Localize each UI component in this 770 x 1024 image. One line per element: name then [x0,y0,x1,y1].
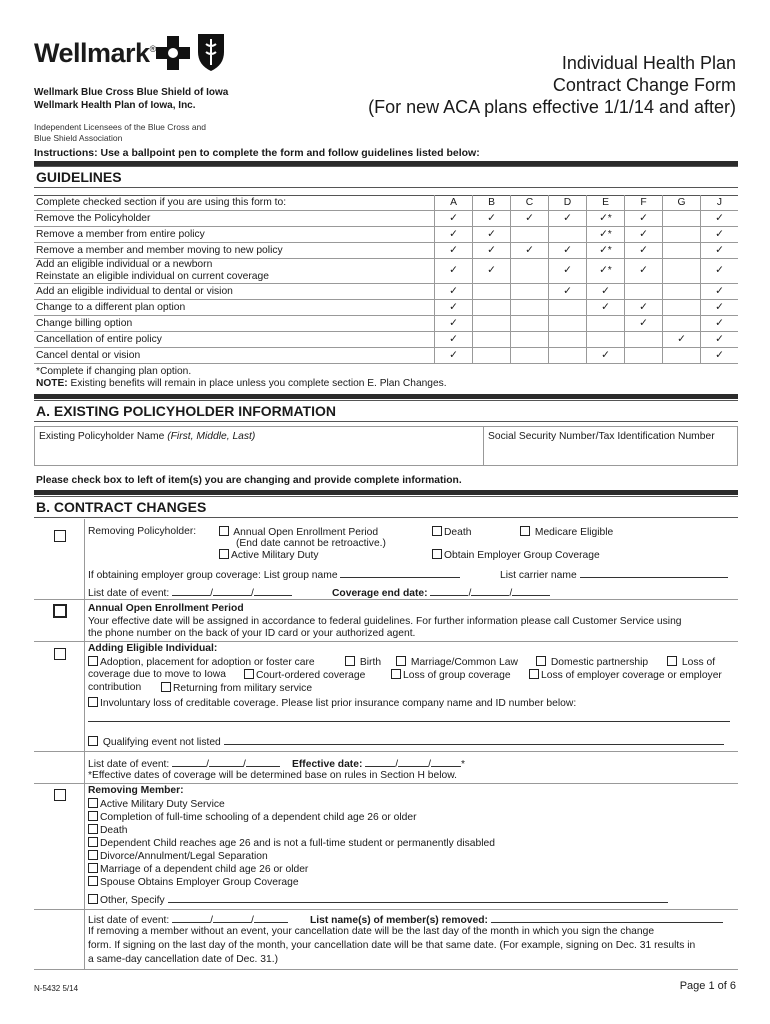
option-active-military[interactable]: Active Military Duty [219,549,319,563]
checkbox[interactable] [391,669,401,679]
check-mark [625,332,663,348]
aoe-text: Your effective date will be assigned in accordance to federal guidelines. For further information please call Customer Service using [88,616,682,627]
guideline-row [34,243,738,259]
check-mark: ✓ [549,211,587,227]
checkbox[interactable] [345,656,355,666]
adding-heading: Adding Eligible Individual: [88,643,218,654]
check-mark: ✓* [587,211,625,227]
check-mark [549,348,587,364]
check-mark: ✓ [473,211,511,227]
check-mark [473,348,511,364]
col-header: E [587,195,625,211]
removing-member-checkbox[interactable] [54,789,66,801]
check-mark: ✓ [511,243,549,259]
checkbox[interactable] [88,798,98,808]
check-mark [663,211,701,227]
check-mark [473,316,511,332]
guideline-row [34,211,738,227]
check-mark: ✓ [701,316,739,332]
col-header: A [435,195,473,211]
section-bar [34,490,738,495]
check-mark [663,259,701,284]
section-bar [34,394,738,399]
checkbox[interactable] [529,669,539,679]
check-mark: ✓ [701,348,739,364]
check-mark [511,348,549,364]
rm-option[interactable]: Divorce/Annulment/Legal Separation [88,850,268,864]
aoe-text: the phone number on the back of your ID card or your authorized agent. [88,628,416,639]
col-header: J [701,195,739,211]
check-mark: ✓ [435,348,473,364]
loss-move-cont: coverage due to move to Iowa [88,669,226,680]
licensee-note: Independent Licensees of the Blue Cross and Blue Shield Association [34,122,207,143]
check-mark [473,300,511,316]
checkbox[interactable] [88,824,98,834]
check-mark: ✓ [701,332,739,348]
option-medicare[interactable]: Medicare Eligible [520,526,613,540]
check-mark: ✓ [473,259,511,284]
check-mark [663,300,701,316]
check-mark: ✓ [435,259,473,284]
event-date-field[interactable]: List date of event: / / [88,912,288,928]
removing-member-heading: Removing Member: [88,785,184,796]
check-mark: ✓* [587,227,625,243]
checkbox[interactable] [88,876,98,886]
row-divider [34,783,738,784]
guideline-label: Cancellation of entire policy [34,332,435,348]
ssn-field[interactable]: Social Security Number/Tax Identification Number [483,427,739,465]
rm-option[interactable]: Spouse Obtains Employer Group Coverage [88,876,299,890]
guidelines-note: NOTE: Existing benefits will remain in place unless you complete section E. Plan Changes. [36,378,447,389]
checkbox[interactable] [88,837,98,847]
check-mark [625,348,663,364]
option-domestic-partnership[interactable]: Domestic partnership [536,656,648,670]
checkbox[interactable] [244,669,254,679]
option-returning-military[interactable]: Returning from military service [161,682,312,696]
removing-policyholder-checkbox[interactable] [54,530,66,542]
check-mark [549,332,587,348]
check-mark [663,316,701,332]
check-mark [587,332,625,348]
adding-eligible-checkbox[interactable] [54,648,66,660]
col-header: F [625,195,663,211]
col-header: C [511,195,549,211]
check-mark [663,348,701,364]
check-mark: ✓ [663,332,701,348]
checkbox[interactable] [432,549,442,559]
checkbox[interactable] [219,526,229,536]
check-mark [511,284,549,300]
guideline-row [34,259,738,284]
checkbox[interactable] [88,697,98,707]
guideline-row [34,300,738,316]
section-a-heading: A. EXISTING POLICYHOLDER INFORMATION [34,400,738,422]
members-removed-field[interactable]: List name(s) of member(s) removed: [310,912,723,928]
option-adoption[interactable]: Adoption, placement for adoption or foster care [88,656,315,670]
rm-option[interactable]: Dependent Child reaches age 26 and is not a full-time student or permanently disabled [88,837,495,851]
row-divider [34,599,738,600]
check-mark [473,332,511,348]
check-mark: ✓ [701,227,739,243]
check-mark [511,332,549,348]
check-mark: ✓ [701,259,739,284]
guideline-label: Add an eligible individual or a newborn Reinstate an eligible individual on current coverage [34,259,435,284]
check-mark: ✓* [587,243,625,259]
check-mark: ✓ [625,300,663,316]
coverage-end-field[interactable]: Coverage end date: / / [332,585,550,601]
check-mark: ✓ [435,227,473,243]
check-mark: ✓ [625,316,663,332]
effective-date-field[interactable]: Effective date: / / * [292,756,465,772]
policyholder-fields [34,426,738,466]
check-mark: ✓ [625,243,663,259]
guideline-label: Remove the Policyholder [34,211,435,227]
rm-option[interactable]: Active Military Duty Service [88,798,225,812]
rm-text: a same-day cancellation date of Dec. 31.) [88,954,279,965]
option-obtain-employer[interactable]: Obtain Employer Group Coverage [432,549,600,563]
checkbox[interactable] [88,656,98,666]
instructions: Instructions: Use a ballpoint pen to complete the form and follow guidelines listed below: [34,147,480,159]
rm-text: If removing a member without an event, your cancellation date will be the last day of the month in which you sign the change [88,926,655,937]
check-mark: ✓ [587,284,625,300]
guidelines-footnote: *Complete if changing plan option. [36,366,192,377]
guideline-label: Cancel dental or vision [34,348,435,364]
check-mark: ✓ [435,316,473,332]
check-mark: ✓ [701,211,739,227]
guideline-label: Remove a member from entire policy [34,227,435,243]
check-mark: ✓ [549,243,587,259]
event-date-field[interactable]: List date of event: / / [88,756,280,772]
check-mark [511,316,549,332]
option-loss-employer[interactable]: Loss of employer coverage or employer [529,669,722,683]
check-mark [587,316,625,332]
check-mark: ✓ [549,259,587,284]
guideline-label: Change billing option [34,316,435,332]
wellmark-logo: Wellmark® [34,38,156,68]
guideline-label: Remove a member and member moving to new policy [34,243,435,259]
option-aoe[interactable]: Annual Open Enrollment Period [219,526,378,540]
guideline-row [34,348,738,364]
checkbox[interactable] [520,526,530,536]
guidelines-table [34,195,738,364]
option-court-ordered[interactable]: Court-ordered coverage [244,669,365,683]
page-number: Page 1 of 6 [679,980,736,992]
guideline-row [34,332,738,348]
option-loss-move[interactable]: Loss of [667,656,715,670]
row-divider [34,969,738,970]
checkbox[interactable] [161,682,171,692]
rm-text: form. If signing on the last day of the month, your cancellation date will be that same date. (For example, signing on Dec. 31 results in [88,940,696,951]
checkbox[interactable] [536,656,546,666]
check-mark: ✓ [549,284,587,300]
check-mark: ✓ [435,332,473,348]
check-mark [549,316,587,332]
checkbox[interactable] [396,656,406,666]
checkbox[interactable] [88,863,98,873]
rm-option[interactable]: Completion of full-time schooling of a dependent child age 26 or older [88,811,417,825]
option-loss-group[interactable]: Loss of group coverage [391,669,511,683]
checkbox[interactable] [667,656,677,666]
check-mark [473,284,511,300]
check-mark [511,259,549,284]
check-mark [663,243,701,259]
rm-option[interactable]: Marriage of a dependent child age 26 or older [88,863,308,877]
option-marriage[interactable]: Marriage/Common Law [396,656,518,670]
blue-cross-icon [156,36,190,70]
check-mark: ✓ [511,211,549,227]
checkbox[interactable] [88,736,98,746]
section-b-heading: B. CONTRACT CHANGES [34,496,738,518]
guideline-row [34,284,738,300]
check-mark: ✓ [625,259,663,284]
check-mark: ✓* [587,259,625,284]
guideline-row [34,227,738,243]
blue-shield-icon [196,32,226,72]
guidelines-table-header: Complete checked section if you are using this form to: [34,195,435,211]
col-header: G [663,195,701,211]
checkbox[interactable] [432,526,442,536]
row-divider [34,909,738,910]
form-code: N-5432 5/14 [34,984,79,993]
check-instruction: Please check box to left of item(s) you are changing and provide complete information. [36,475,462,486]
prior-insurance-line[interactable] [88,721,730,722]
check-mark: ✓ [435,243,473,259]
row-divider [34,641,738,642]
check-mark [549,300,587,316]
removing-policyholder-label: Removing Policyholder: [88,526,197,537]
check-mark [511,227,549,243]
guidelines-heading: GUIDELINES [34,166,738,188]
check-mark: ✓ [435,284,473,300]
divider [84,519,85,970]
check-mark: ✓ [473,243,511,259]
rm-option[interactable]: Death [88,824,127,838]
option-birth[interactable]: Birth [345,656,381,670]
end-date-note: (End date cannot be retroactive.) [236,538,386,549]
check-mark: ✓ [473,227,511,243]
check-mark: ✓ [625,211,663,227]
col-header: D [549,195,587,211]
checkbox[interactable] [88,850,98,860]
carrier-name-field[interactable]: List carrier name [500,567,728,583]
check-mark [511,300,549,316]
check-mark: ✓ [587,348,625,364]
aoe-heading: Annual Open Enrollment Period [88,603,244,614]
organization-names: Wellmark Blue Cross Blue Shield of Iowa Wellmark Health Plan of Iowa, Inc. [34,87,229,111]
col-header: B [473,195,511,211]
check-mark: ✓ [435,211,473,227]
check-mark: ✓ [435,300,473,316]
check-mark: ✓ [701,284,739,300]
guideline-label: Change to a different plan option [34,300,435,316]
check-mark: ✓ [625,227,663,243]
option-involuntary-loss[interactable]: Involuntary loss of creditable coverage. Please list prior insurance company name and ID number below: [88,697,576,711]
check-mark [625,284,663,300]
row-divider [34,751,738,752]
option-death[interactable]: Death [432,526,471,540]
guideline-row [34,316,738,332]
form-title: Individual Health Plan Contract Change Form (For new ACA plans effective 1/1/14 and after) [368,53,736,117]
aoe-checkbox[interactable] [53,604,67,618]
loss-employer-cont: contribution [88,682,142,693]
guideline-label: Add an eligible individual to dental or vision [34,284,435,300]
option-qualifying-not-listed[interactable]: Qualifying event not listed [88,734,724,750]
policyholder-name-field[interactable]: Existing Policyholder Name (First, Middle, Last) [39,431,256,442]
checkbox[interactable] [219,549,229,559]
rm-option-other[interactable]: Other, Specify [88,892,668,908]
event-date-field[interactable]: List date of event: / / [88,585,292,601]
check-mark: ✓ [701,300,739,316]
check-mark [663,284,701,300]
checkbox[interactable] [88,894,98,904]
checkbox[interactable] [88,811,98,821]
check-mark [549,227,587,243]
effective-note: *Effective dates of coverage will be determined base on rules in Section H below. [88,770,457,781]
check-mark: ✓ [701,243,739,259]
group-name-field[interactable]: If obtaining employer group coverage: List group name [88,567,460,583]
check-mark: ✓ [587,300,625,316]
check-mark [663,227,701,243]
